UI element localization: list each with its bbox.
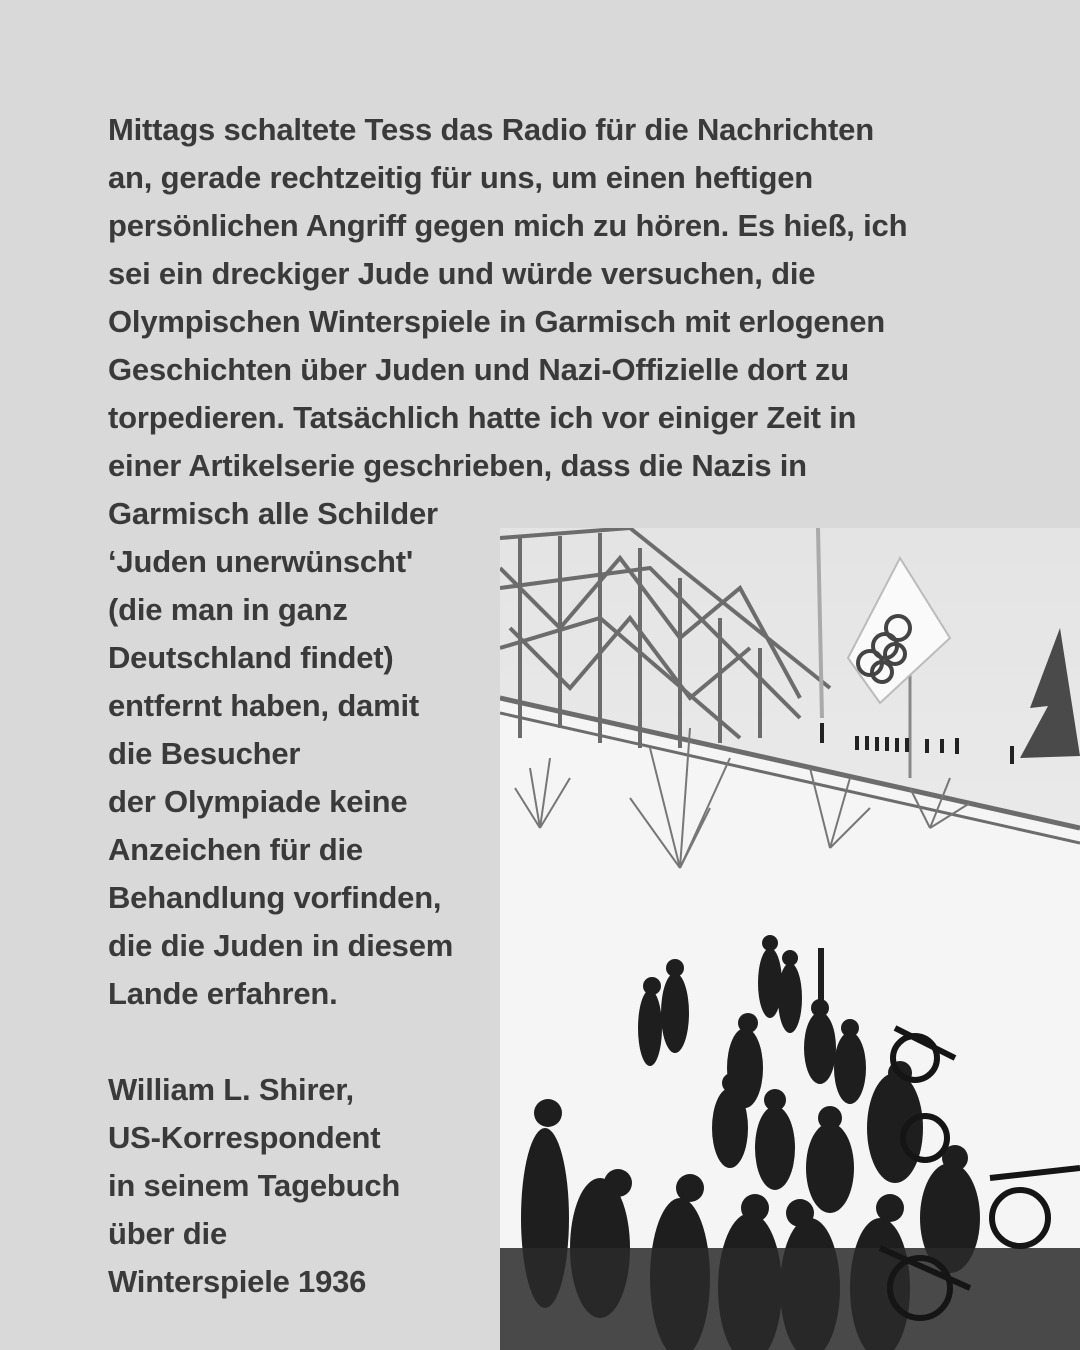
quote-line: ‘Juden unerwünscht': [108, 544, 413, 579]
quote-line: Geschichten über Juden und Nazi-Offizielle dort zu: [108, 352, 849, 387]
quote-line: sei ein dreckiger Jude und würde versuchen, die: [108, 256, 816, 291]
paragraph-gap: [108, 1018, 498, 1066]
quote-line: (die man in ganz: [108, 592, 348, 627]
quote-line: torpedieren. Tatsächlich hatte ich vor einiger Zeit in: [108, 400, 857, 435]
quote-paragraph: [108, 106, 988, 490]
quote-line: Anzeichen für die: [108, 832, 363, 867]
attribution: [108, 1066, 498, 1306]
attribution-line: in seinem Tagebuch: [108, 1168, 401, 1203]
quote-line: Lande erfahren.: [108, 976, 338, 1011]
quote-line: persönlichen Angriff gegen mich zu hören. Es hieß, ich: [108, 208, 908, 243]
attribution-line: über die: [108, 1216, 227, 1251]
quote-line: entfernt haben, damit: [108, 688, 419, 723]
attribution-line: US-Korrespondent: [108, 1120, 381, 1155]
ski-jump-photo-illustration: [500, 528, 1080, 1350]
quote-continuation: [108, 490, 498, 1306]
quote-line: an, gerade rechtzeitig für uns, um einen heftigen: [108, 160, 814, 195]
quote-line: der Olympiade keine: [108, 784, 408, 819]
attribution-line: William L. Shirer,: [108, 1072, 354, 1107]
quote-line: einer Artikelserie geschrieben, dass die Nazis in: [108, 448, 807, 483]
historical-photo: [500, 528, 1080, 1350]
quote-line: Garmisch alle Schilder: [108, 496, 438, 531]
quote-line: Olympischen Winterspiele in Garmisch mit erlogenen: [108, 304, 885, 339]
quote-line: die die Juden in diesem: [108, 928, 454, 963]
quote-line: Mittags schaltete Tess das Radio für die Nachrichten: [108, 112, 874, 147]
quote-line: Behandlung vorfinden,: [108, 880, 442, 915]
quote-line: die Besucher: [108, 736, 301, 771]
quote-line: Deutschland findet): [108, 640, 394, 675]
attribution-line: Winterspiele 1936: [108, 1264, 367, 1299]
